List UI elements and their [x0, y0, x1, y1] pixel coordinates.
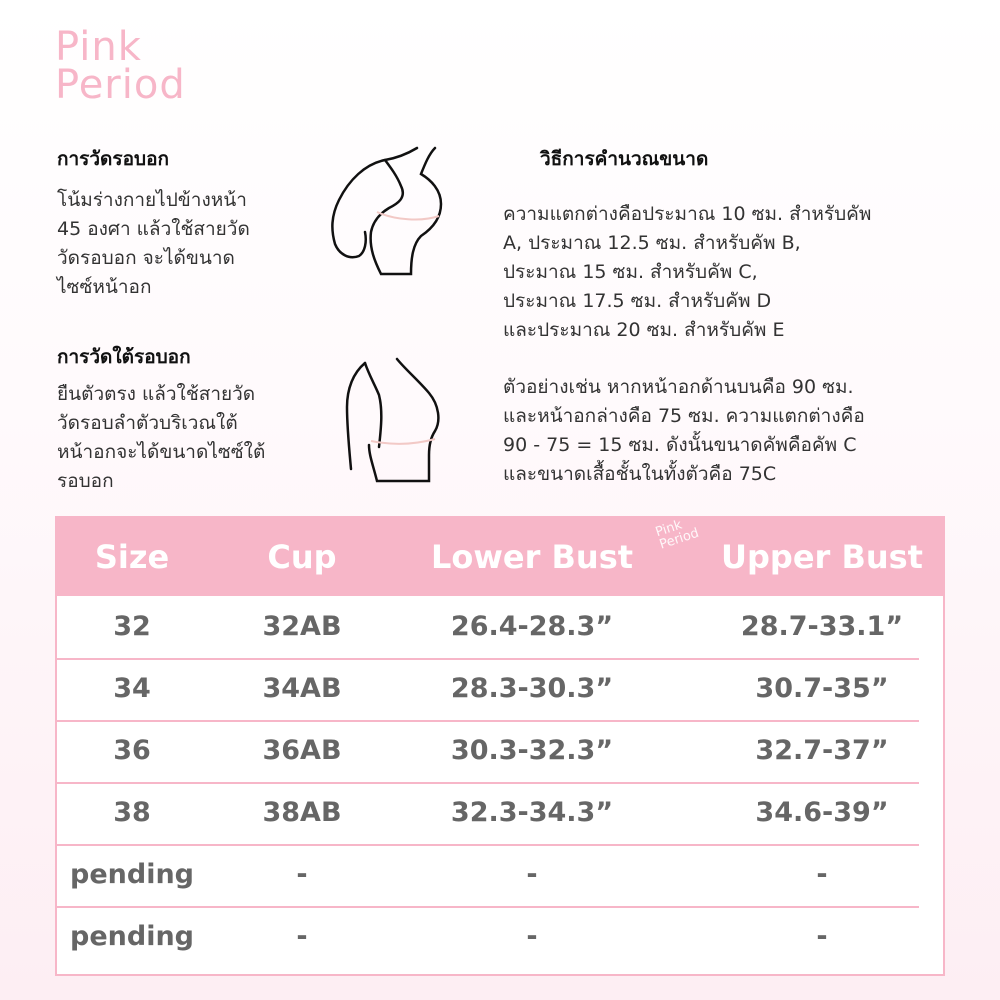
- cell-upper-bust: -: [816, 921, 828, 952]
- cell-size: 32: [113, 611, 151, 642]
- cell-upper-bust: 28.7-33.1”: [740, 611, 904, 642]
- table-header: [57, 518, 943, 596]
- cell-lower-bust: -: [526, 921, 538, 952]
- watermark-logo: Pink Period: [653, 517, 701, 553]
- cell-size: 34: [113, 673, 151, 704]
- upright-torso-illustration: [335, 355, 455, 495]
- brand-logo: [55, 24, 186, 108]
- table-row: [57, 596, 919, 660]
- cell-cup: 36AB: [262, 735, 342, 766]
- table-row: [57, 844, 919, 908]
- example-text: ตัวอย่างเช่น หากหน้าอกด้านบนคือ 90 ซม. และหน้าอกล่างคือ 75 ซม. ความแตกต่างคือ 90 - 75 = 15 ซม. ดังนั้นขนาดคัพคือคัพ C และขนาดเสื้อชั้นในทั้งตัวคือ 75C: [503, 376, 865, 485]
- cell-upper-bust: 30.7-35”: [755, 673, 889, 704]
- cell-size: pending: [70, 921, 194, 952]
- cell-cup: 34AB: [262, 673, 342, 704]
- header-cup: Cup: [267, 538, 337, 576]
- cell-size: 36: [113, 735, 151, 766]
- cell-size: 38: [113, 797, 151, 828]
- leaning-torso-illustration: [325, 140, 460, 280]
- underbust-measure-heading: การวัดใต้รอบอก: [57, 346, 191, 368]
- cell-lower-bust: 30.3-32.3”: [450, 735, 614, 766]
- cell-upper-bust: 32.7-37”: [755, 735, 889, 766]
- cell-upper-bust: -: [816, 859, 828, 890]
- cell-cup: 32AB: [262, 611, 342, 642]
- header-size: Size: [94, 538, 170, 576]
- bust-measure-text: โน้มร่างกายไปข้างหน้า 45 องศา แล้วใช้สายวัด วัดรอบอก จะได้ขนาด ไซซ์หน้าอก: [57, 189, 250, 298]
- underbust-measure-text: ยืนตัวตรง แล้วใช้สายวัด วัดรอบลำตัวบริเวณใต้ หน้าอกจะได้ขนาดไซซ์ใต้ รอบอก: [57, 383, 266, 492]
- cell-lower-bust: 28.3-30.3”: [450, 673, 614, 704]
- cell-size: pending: [70, 859, 194, 890]
- logo-line-2: Period: [55, 62, 186, 108]
- cell-cup: 38AB: [262, 797, 342, 828]
- cell-cup: -: [296, 859, 308, 890]
- header-upper-bust: Upper Bust: [721, 538, 923, 576]
- size-chart-table: [55, 516, 945, 976]
- table-row: [57, 720, 919, 784]
- bust-measure-heading: การวัดรอบอก: [57, 148, 169, 170]
- header-lower-bust: Lower Bust: [430, 538, 634, 576]
- cell-lower-bust: 26.4-28.3”: [450, 611, 614, 642]
- calculation-text: ความแตกต่างคือประมาณ 10 ซม. สำหรับคัพ A, ประมาณ 12.5 ซม. สำหรับคัพ B, ประมาณ 15 ซม. สำหรับคัพ C, ประมาณ 17.5 ซม. สำหรับคัพ D และประมาณ 20 ซม. สำหรับคัพ E: [503, 203, 872, 341]
- table-row: [57, 782, 919, 846]
- cell-lower-bust: -: [526, 859, 538, 890]
- table-row: [57, 658, 919, 722]
- cell-cup: -: [296, 921, 308, 952]
- cell-upper-bust: 34.6-39”: [755, 797, 889, 828]
- logo-line-1: Pink: [55, 24, 142, 70]
- table-row: [57, 906, 919, 968]
- calculation-heading: วิธีการคำนวณขนาด: [540, 148, 709, 170]
- cell-lower-bust: 32.3-34.3”: [450, 797, 614, 828]
